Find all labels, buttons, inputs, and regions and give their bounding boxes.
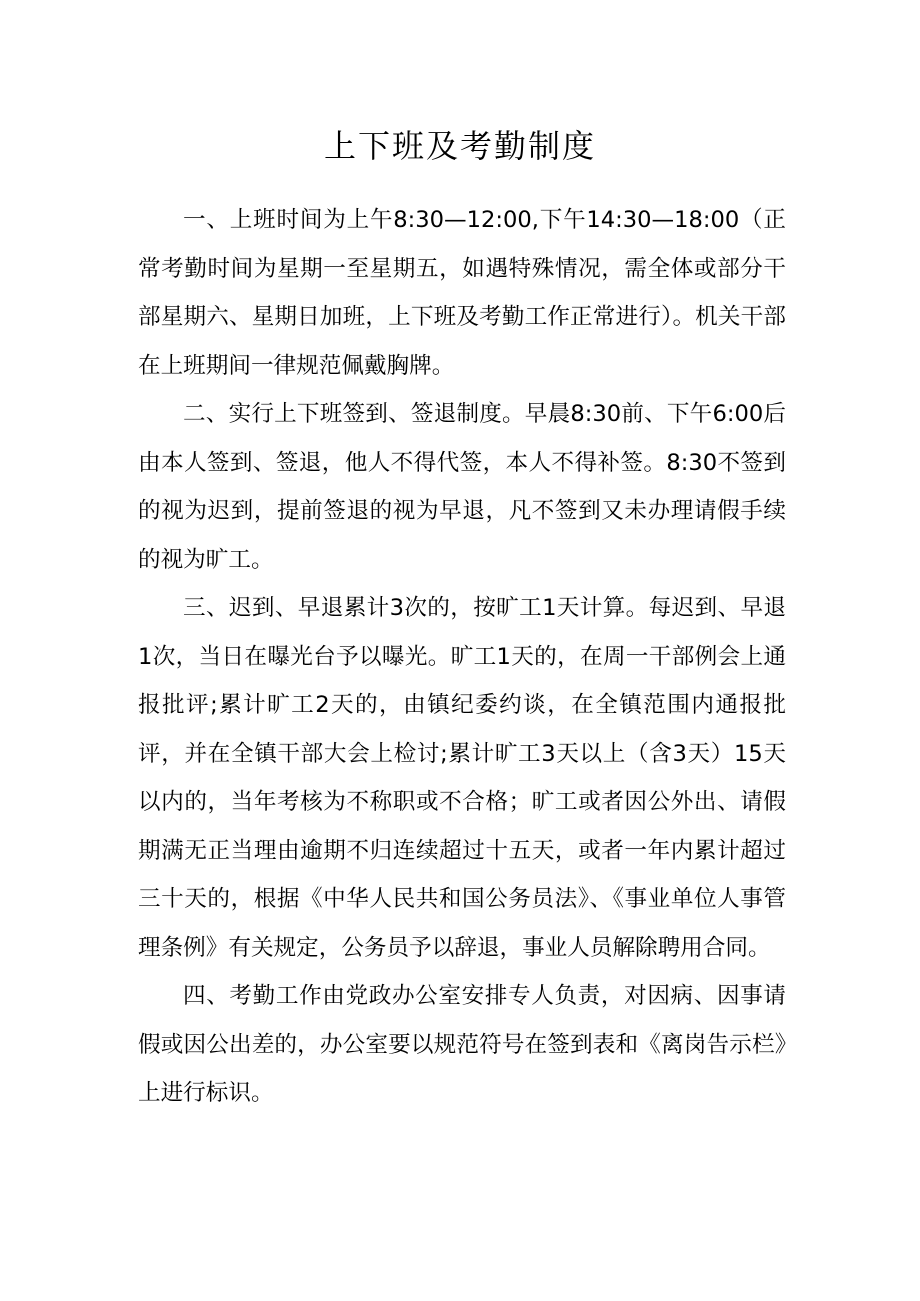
paragraph-2: 二、实行上下班签到、签退制度。早晨8:30前、下午6:00后由本人签到、签退，他人不得代签，本人不得补签。8:30不签到的视为迟到，提前签退的视为早退，凡不签到又未办理请假手续的视为旷工。 <box>138 401 786 573</box>
paragraph-1: 一、上班时间为上午8:30—12:00,下午14:30—18:00（正常考勤时间为星期一至星期五，如遇特殊情况，需全体或部分干部星期六、星期日加班，上下班及考勤工作正常进行）。机关干部在上班期间一律规范佩戴胸牌。 <box>138 207 786 379</box>
document-body <box>138 196 786 1118</box>
page-title: 上下班及考勤制度 <box>323 127 596 165</box>
paragraph-4: 四、考勤工作由党政办公室安排专人负责，对因病、因事请假或因公出差的，办公室要以规范符号在签到表和《离岗告示栏》上进行标识。 <box>138 983 786 1106</box>
paragraph-3: 三、迟到、早退累计3次的，按旷工1天计算。每迟到、早退1次，当日在曝光台予以曝光。旷工1天的，在周一干部例会上通报批评;累计旷工2天的，由镇纪委约谈，在全镇范围内通报批评，并在全镇干部大会上检讨;累计旷工3天以上（含3天）15天以内的，当年考核为不称职或不合格；旷工或者因公外出、请假期满无正当理由逾期不归连续超过十五天，或者一年内累计超过三十天的，根据《中华人民共和国公务员法》、《事业单位人事管理条例》有关规定，公务员予以辞退，事业人员解除聘用合同。 <box>138 595 786 961</box>
